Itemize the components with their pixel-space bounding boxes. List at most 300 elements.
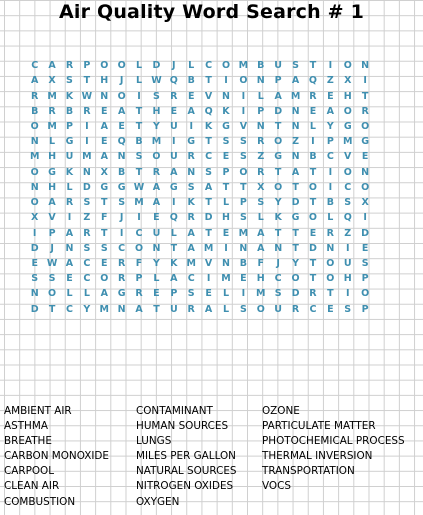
grid-letter: E — [309, 227, 317, 239]
grid-letter: O — [221, 60, 231, 72]
grid-letter: O — [274, 181, 283, 193]
grid-letter: P — [361, 303, 369, 315]
grid-letter: H — [48, 151, 57, 163]
grid-letter: I — [189, 120, 193, 132]
grid-letter: O — [256, 303, 265, 315]
grid-letter: T — [101, 197, 108, 209]
grid-letter: Z — [83, 212, 91, 224]
grid-letter: T — [309, 60, 317, 72]
word-item: LUNGS — [136, 435, 172, 448]
grid-letter: A — [187, 105, 195, 117]
grid-letter: N — [291, 151, 300, 163]
grid-letter: I — [172, 136, 176, 148]
grid-letter: C — [83, 257, 91, 269]
grid-letter: C — [326, 151, 334, 163]
grid-letter: J — [172, 60, 176, 72]
grid-letter: F — [135, 257, 143, 269]
grid-letter: D — [309, 242, 317, 254]
grid-letter: O — [48, 288, 57, 300]
grid-letter: I — [345, 288, 350, 300]
grid-letter: G — [100, 181, 109, 193]
grid-letter: L — [188, 60, 195, 72]
grid-letter: B — [118, 166, 126, 178]
grid-letter: E — [118, 120, 125, 132]
grid-letter: M — [221, 273, 231, 285]
grid-letter: A — [204, 181, 213, 193]
grid-letter: O — [308, 212, 317, 224]
grid-letter: W — [81, 90, 93, 102]
grid-letter: D — [291, 197, 300, 209]
grid-letter: S — [239, 212, 247, 224]
grid-letter: L — [222, 303, 230, 315]
grid-letter: A — [152, 181, 161, 193]
grid-letter: L — [136, 60, 143, 72]
grid-letter: T — [135, 166, 143, 178]
grid-letter: T — [222, 181, 230, 193]
grid-letter: M — [256, 288, 266, 300]
grid-letter: Y — [152, 120, 160, 132]
grid-letter: N — [30, 181, 39, 193]
grid-letter: R — [65, 60, 74, 72]
grid-letter: O — [30, 197, 39, 209]
grid-letter: K — [187, 197, 195, 209]
word-item: MILES PER GALLON — [136, 450, 236, 463]
grid-letter: T — [309, 273, 317, 285]
grid-letter: L — [257, 212, 264, 224]
grid-letter: D — [30, 303, 39, 315]
grid-letter: K — [65, 90, 74, 102]
grid-letter: N — [82, 166, 91, 178]
grid-letter: T — [292, 242, 299, 254]
grid-letter: E — [170, 105, 178, 117]
grid-letter: S — [205, 166, 213, 178]
grid-letter: C — [83, 273, 91, 285]
grid-letter: I — [328, 60, 333, 72]
grid-letter: X — [257, 181, 265, 193]
grid-letter: U — [274, 303, 283, 315]
grid-letter: A — [117, 105, 126, 117]
grid-letter: C — [344, 181, 352, 193]
grid-letter: P — [48, 227, 56, 239]
grid-letter: I — [241, 288, 246, 300]
grid-letter: J — [119, 75, 124, 87]
grid-letter: L — [83, 288, 90, 300]
grid-letter: G — [274, 151, 283, 163]
grid-letter: E — [153, 288, 160, 300]
grid-letter: S — [31, 273, 39, 285]
grid-letter: R — [187, 303, 195, 315]
grid-letter: E — [31, 257, 38, 269]
grid-letter: C — [309, 303, 317, 315]
word-item: THERMAL INVERSION — [262, 450, 373, 463]
grid-letter: U — [169, 120, 178, 132]
grid-letter: Q — [308, 75, 317, 87]
grid-letter: P — [361, 273, 369, 285]
grid-letter: E — [240, 273, 247, 285]
grid-letter: S — [344, 197, 352, 209]
grid-letter: I — [224, 75, 228, 87]
grid-letter: T — [309, 257, 317, 269]
grid-letter: N — [117, 151, 126, 163]
grid-letter: A — [65, 227, 74, 239]
grid-letter: N — [239, 242, 248, 254]
grid-letter: R — [257, 136, 265, 148]
grid-letter: V — [239, 120, 248, 132]
grid-letter: R — [170, 90, 178, 102]
grid-letter: U — [169, 303, 178, 315]
grid-letter: C — [65, 303, 73, 315]
grid-letter: N — [256, 120, 265, 132]
grid-letter: I — [328, 166, 333, 178]
grid-letter: B — [239, 257, 247, 269]
word-item: NATURAL SOURCES — [136, 465, 237, 478]
grid-letter: T — [135, 105, 143, 117]
grid-letter: X — [344, 75, 352, 87]
grid-letter: S — [83, 197, 91, 209]
grid-letter: K — [65, 166, 74, 178]
grid-letter: R — [117, 257, 126, 269]
word-item: COMBUSTION — [4, 495, 76, 508]
grid-letter: N — [326, 242, 335, 254]
grid-letter: M — [47, 90, 57, 102]
grid-letter: O — [361, 181, 370, 193]
grid-letter: E — [309, 105, 317, 117]
grid-letter: M — [151, 136, 162, 148]
word-item: NITROGEN OXIDES — [136, 480, 234, 493]
grid-letter: L — [49, 136, 56, 148]
grid-letter: M — [238, 227, 249, 239]
grid-letter: L — [153, 273, 160, 285]
grid-letter: M — [186, 257, 196, 269]
grid-letter: N — [100, 90, 109, 102]
grid-letter: Z — [257, 151, 265, 163]
grid-letter: R — [135, 288, 143, 300]
word-item: ASTHMA — [4, 420, 48, 433]
grid-letter: A — [48, 60, 56, 72]
grid-letter: D — [274, 105, 283, 117]
grid-letter: S — [48, 273, 56, 285]
grid-letter: X — [361, 197, 369, 209]
grid-letter: D — [82, 181, 91, 193]
grid-letter: O — [117, 90, 126, 102]
grid-letter: G — [361, 136, 370, 148]
grid-letter: A — [65, 257, 74, 269]
grid-letter: T — [205, 75, 212, 87]
word-item: OZONE — [262, 405, 300, 417]
grid-letter: N — [274, 242, 283, 254]
grid-letter: T — [83, 75, 91, 87]
grid-letter: R — [117, 273, 126, 285]
grid-letter: A — [257, 227, 265, 239]
grid-letter: M — [82, 151, 92, 163]
grid-letter: I — [241, 90, 246, 102]
grid-letter: T — [309, 166, 317, 178]
grid-letter: M — [238, 60, 249, 72]
grid-letter: L — [170, 227, 177, 239]
grid-letter: D — [291, 288, 300, 300]
grid-letter: R — [83, 105, 91, 117]
grid-letter: C — [31, 60, 39, 72]
grid-letter: Q — [343, 212, 352, 224]
grid-letter: G — [48, 166, 56, 178]
grid-letter: Q — [204, 105, 213, 117]
grid-letter: O — [343, 166, 352, 178]
grid-letter: S — [135, 151, 143, 163]
grid-letter: N — [361, 166, 370, 178]
grid-letter: T — [240, 181, 247, 193]
grid-letter: S — [118, 197, 126, 209]
grid-letter: O — [343, 105, 352, 117]
grid-letter: R — [187, 151, 195, 163]
letter-grid — [26, 58, 374, 317]
grid-letter: I — [363, 212, 367, 224]
grid-letter: A — [291, 75, 300, 87]
grid-letter: C — [135, 227, 143, 239]
grid-letter: T — [292, 227, 299, 239]
grid-letter: O — [308, 181, 317, 193]
grid-letter: X — [100, 166, 108, 178]
grid-letter: M — [47, 120, 57, 132]
grid-letter: K — [222, 105, 230, 117]
grid-letter: M — [29, 151, 40, 163]
grid-letter: S — [100, 242, 108, 254]
grid-letter: U — [65, 151, 74, 163]
grid-letter: Z — [326, 75, 334, 87]
grid-letter: V — [204, 257, 213, 269]
grid-letter: B — [65, 105, 74, 117]
grid-letter: O — [291, 273, 300, 285]
grid-letter: J — [276, 257, 280, 269]
grid-letter: A — [31, 75, 39, 87]
grid-letter: G — [343, 120, 352, 132]
grid-letter: S — [83, 242, 91, 254]
grid-letter: K — [274, 212, 282, 224]
grid-letter: N — [152, 242, 161, 254]
grid-letter: A — [135, 303, 143, 315]
grid-letter: V — [48, 212, 56, 224]
grid-letter: M — [203, 242, 214, 254]
grid-letter: P — [239, 197, 247, 209]
grid-letter: G — [117, 181, 126, 193]
grid-letter: S — [239, 136, 247, 148]
grid-letter: A — [187, 242, 195, 254]
grid-letter: T — [205, 136, 212, 148]
grid-letter: J — [50, 242, 54, 254]
grid-letter: T — [292, 181, 299, 193]
grid-letter: R — [83, 227, 91, 239]
grid-letter: S — [239, 151, 247, 163]
grid-letter: C — [118, 242, 126, 254]
grid-letter: T — [153, 303, 160, 315]
grid-letter: T — [205, 227, 212, 239]
grid-letter: O — [361, 120, 370, 132]
grid-letter: I — [311, 136, 315, 148]
grid-letter: O — [30, 120, 39, 132]
grid-letter: I — [67, 212, 72, 224]
grid-letter: O — [326, 273, 335, 285]
grid-letter: E — [361, 242, 369, 254]
grid-letter: X — [31, 212, 39, 224]
grid-letter: T — [309, 197, 317, 209]
word-item: PHOTOCHEMICAL PROCESS — [262, 435, 405, 448]
grid-letter: R — [326, 227, 334, 239]
grid-letter: P — [83, 60, 91, 72]
grid-letter: B — [135, 136, 143, 148]
grid-letter: A — [100, 288, 108, 300]
grid-letter: P — [274, 75, 282, 87]
grid-letter: S — [187, 181, 195, 193]
grid-letter: L — [309, 120, 316, 132]
grid-letter: W — [151, 75, 162, 87]
grid-letter: Y — [292, 257, 299, 269]
grid-letter: E — [361, 151, 369, 163]
grid-letter: N — [361, 60, 370, 72]
grid-letter: N — [256, 75, 265, 87]
grid-letter: O — [152, 151, 161, 163]
grid-letter: P — [222, 166, 230, 178]
grid-letter: P — [65, 120, 73, 132]
grid-letter: H — [343, 90, 352, 102]
grid-letter: C — [274, 273, 282, 285]
grid-letter: G — [117, 288, 126, 300]
grid-letter: B — [309, 151, 317, 163]
grid-letter: P — [170, 288, 178, 300]
grid-letter: I — [137, 90, 141, 102]
grid-letter: K — [204, 120, 213, 132]
grid-letter: A — [291, 166, 300, 178]
word-item: OXYGEN — [136, 495, 180, 508]
word-item: CLEAN AIR — [4, 480, 60, 493]
grid-letter: O — [100, 273, 109, 285]
grid-letter: I — [85, 120, 89, 132]
grid-letter: S — [66, 75, 73, 87]
grid-letter: T — [101, 227, 108, 239]
grid-letter: H — [222, 212, 230, 224]
grid-letter: B — [31, 105, 39, 117]
grid-letter: E — [205, 288, 212, 300]
grid-letter: I — [345, 242, 350, 254]
grid-letter: O — [117, 60, 126, 72]
grid-letter: T — [135, 120, 143, 132]
grid-letter: I — [32, 227, 37, 239]
word-item: HUMAN SOURCES — [136, 420, 229, 433]
grid-letter: Y — [83, 303, 91, 315]
grid-letter: F — [257, 257, 265, 269]
grid-letter: O — [326, 257, 335, 269]
grid-letter: L — [222, 197, 230, 209]
grid-letter: U — [343, 257, 352, 269]
grid-letter: E — [153, 212, 160, 224]
grid-letter: L — [222, 288, 230, 300]
grid-letter: O — [239, 166, 248, 178]
grid-letter: I — [85, 136, 89, 148]
grid-letter: L — [66, 181, 73, 193]
grid-letter: H — [256, 273, 265, 285]
grid-letter: M — [134, 197, 144, 209]
grid-letter: Q — [169, 212, 178, 224]
grid-letter: U — [274, 60, 283, 72]
grid-letter: T — [274, 166, 282, 178]
grid-letter: A — [100, 120, 108, 132]
grid-letter: L — [136, 75, 143, 87]
grid-letter: I — [172, 197, 176, 209]
grid-letter: R — [31, 90, 39, 102]
grid-letter: E — [101, 257, 108, 269]
grid-letter: M — [99, 303, 109, 315]
grid-letter: M — [290, 90, 301, 102]
grid-letter: J — [119, 212, 124, 224]
grid-letter: S — [292, 60, 299, 72]
word-list-column-2 — [136, 404, 262, 510]
word-item: BREATHE — [4, 435, 52, 448]
grid-letter: G — [222, 120, 230, 132]
word-list-column-3 — [262, 404, 422, 510]
word-item: CONTAMINANT — [136, 405, 213, 417]
grid-letter: T — [48, 303, 56, 315]
grid-letter: Y — [274, 197, 282, 209]
grid-letter: S — [361, 257, 369, 269]
grid-letter: N — [291, 105, 300, 117]
grid-letter: N — [222, 90, 230, 102]
grid-letter: Q — [117, 136, 126, 148]
grid-letter: P — [135, 273, 143, 285]
grid-letter: P — [326, 136, 334, 148]
word-list — [4, 404, 422, 510]
grid-letter: G — [65, 136, 74, 148]
grid-letter: Y — [152, 257, 160, 269]
grid-letter: R — [309, 90, 317, 102]
grid-letter: G — [187, 136, 196, 148]
grid-letter: O — [30, 166, 39, 178]
grid-letter: O — [274, 136, 283, 148]
grid-letter: Z — [344, 227, 352, 239]
grid-letter: O — [239, 75, 248, 87]
grid-letter: A — [274, 90, 282, 102]
grid-letter: E — [327, 90, 334, 102]
grid-letter: A — [187, 227, 195, 239]
grid-letter: S — [153, 90, 160, 102]
grid-letter: R — [309, 288, 317, 300]
grid-letter: I — [328, 181, 333, 193]
grid-letter: I — [241, 105, 246, 117]
grid-letter: H — [152, 105, 161, 117]
grid-letter: N — [187, 166, 196, 178]
grid-letter: S — [239, 303, 247, 315]
grid-letter: C — [205, 60, 213, 72]
grid-letter: N — [291, 120, 300, 132]
grid-letter: O — [361, 288, 370, 300]
grid-letter: D — [204, 212, 213, 224]
grid-letter: E — [222, 151, 230, 163]
grid-letter: R — [48, 105, 56, 117]
grid-letter: T — [327, 288, 334, 300]
grid-letter: X — [48, 75, 56, 87]
grid-letter: N — [30, 136, 39, 148]
grid-letter: T — [274, 227, 282, 239]
grid-letter: T — [205, 197, 212, 209]
grid-letter: B — [257, 60, 265, 72]
grid-letter: E — [187, 90, 195, 102]
grid-letter: S — [344, 303, 352, 315]
grid-letter: I — [119, 227, 124, 239]
grid-letter: E — [222, 227, 230, 239]
grid-letter: B — [187, 75, 195, 87]
grid-letter: R — [361, 105, 369, 117]
word-list-column-1 — [4, 404, 136, 510]
grid-letter: Q — [169, 75, 178, 87]
grid-letter: A — [326, 105, 335, 117]
grid-letter: E — [101, 136, 108, 148]
